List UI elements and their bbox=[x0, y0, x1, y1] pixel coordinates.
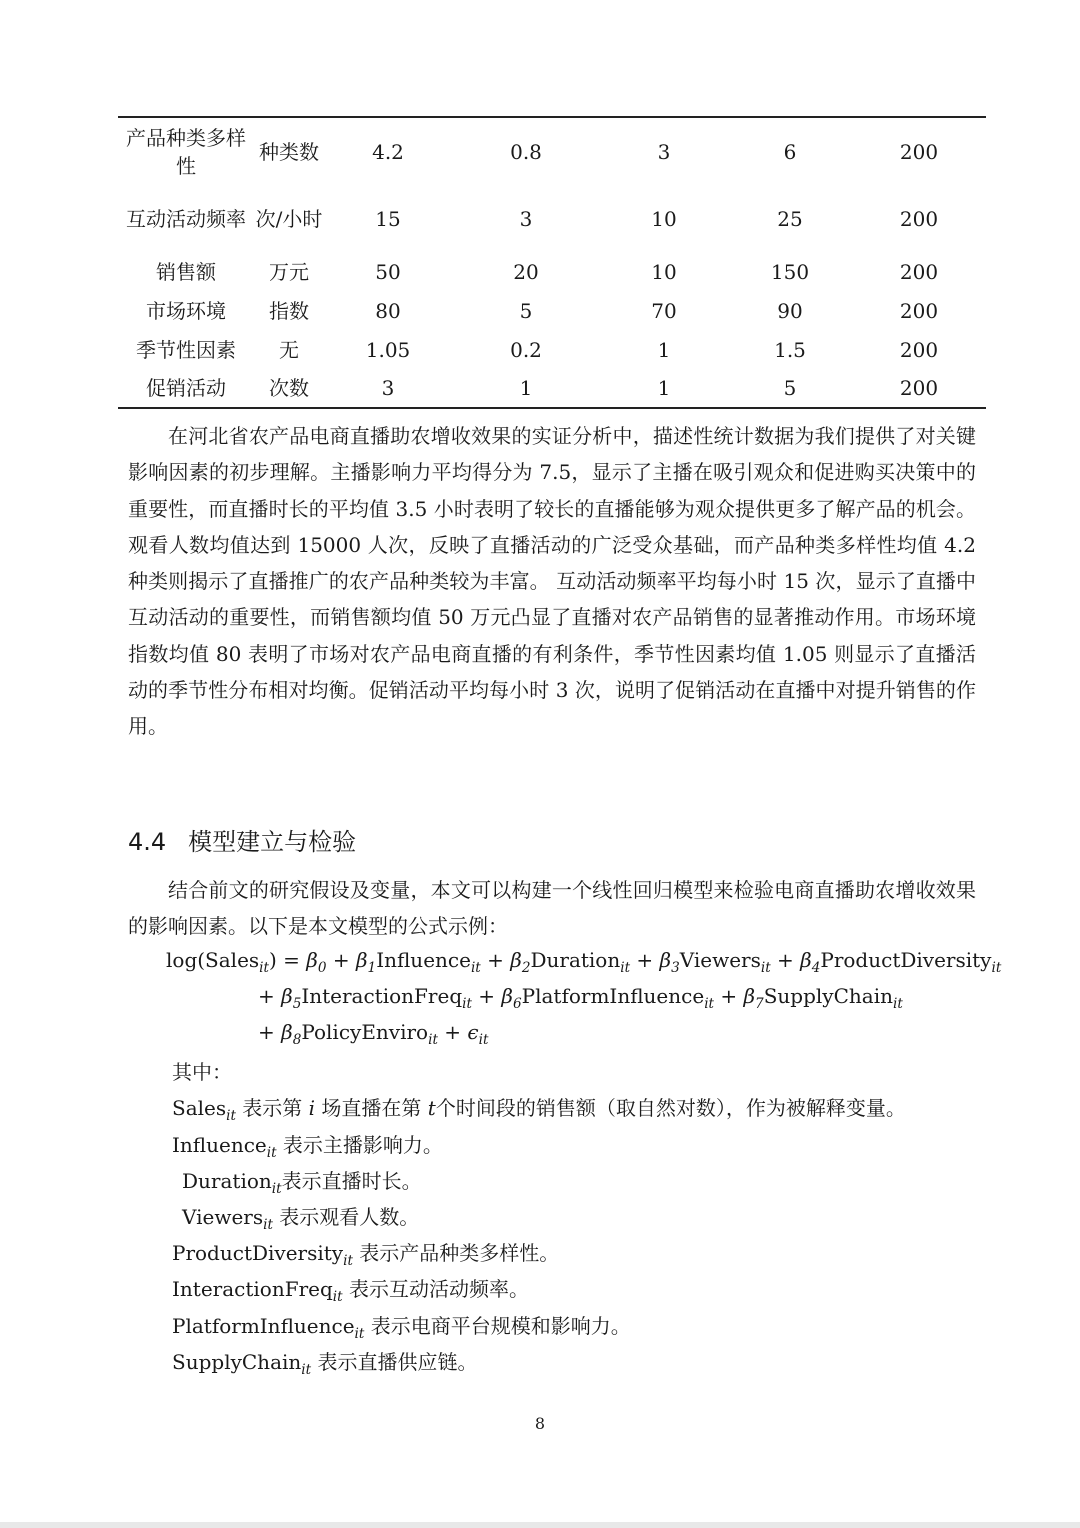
definition-duration: Duration$_{it}$表示直播时长。 bbox=[182, 1169, 422, 1197]
table-row bbox=[118, 185, 986, 252]
definition-product-diversity: ProductDiversity$_{it}$ 表示产品种类多样性。 bbox=[172, 1241, 560, 1269]
unit-cell: 指数 bbox=[269, 298, 309, 323]
max-cell: 5 bbox=[728, 369, 852, 408]
descriptive-stats-table bbox=[118, 118, 986, 409]
min-cell: 1 bbox=[657, 337, 671, 362]
unit-cell: 种类数 bbox=[259, 139, 319, 164]
table-row bbox=[118, 118, 986, 185]
table-row bbox=[118, 252, 986, 291]
unit-cell: 次数 bbox=[254, 369, 324, 408]
definition-supply-chain: SupplyChain$_{it}$ 表示直播供应链。 bbox=[172, 1350, 478, 1378]
unit-cell: 无 bbox=[279, 337, 299, 362]
var-name-cell: 产品种类多样性 bbox=[126, 125, 246, 178]
n-cell: 200 bbox=[852, 369, 986, 408]
mean-cell: 3 bbox=[324, 369, 452, 408]
max-cell: 150 bbox=[770, 259, 810, 284]
sd-cell: 20 bbox=[513, 259, 539, 284]
var-name-cell: 销售额 bbox=[156, 259, 216, 284]
max-cell: 1.5 bbox=[774, 337, 806, 362]
section-title: 模型建立与检验 bbox=[188, 828, 357, 856]
max-cell: 6 bbox=[783, 139, 797, 164]
page-bottom-edge bbox=[0, 1522, 1080, 1528]
page-number: 8 bbox=[534, 1414, 546, 1433]
definition-influence: Influence$_{it}$ 表示主播影响力。 bbox=[172, 1133, 443, 1161]
var-name-cell: 季节性因素 bbox=[136, 337, 236, 362]
sd-cell: 5 bbox=[519, 298, 533, 323]
model-intro-paragraph: 结合前文的研究假设及变量，本文可以构建一个线性回归模型来检验电商直播助农增收效果的影响因素。以下是本文模型的公式示例： bbox=[128, 878, 976, 939]
unit-cell: 次/小时 bbox=[255, 206, 323, 231]
min-cell: 10 bbox=[651, 206, 677, 231]
var-name-cell: 促销活动 bbox=[118, 369, 254, 408]
section-heading bbox=[128, 822, 356, 857]
unit-cell: 万元 bbox=[269, 259, 309, 284]
where-label: 其中： bbox=[172, 1060, 232, 1084]
definition-viewers: Viewers$_{it}$ 表示观看人数。 bbox=[182, 1205, 420, 1233]
n-cell: 200 bbox=[899, 259, 939, 284]
regression-equation-line-3: + $\beta_8PolicyEnviro_{it} + \epsilon_{it}$ bbox=[258, 1020, 489, 1048]
definition-platform-influence: PlatformInfluence$_{it}$ 表示电商平台规模和影响力。 bbox=[172, 1314, 631, 1342]
sd-cell: 3 bbox=[519, 206, 533, 231]
max-cell: 25 bbox=[777, 206, 803, 231]
definition-interaction-freq: InteractionFreq$_{it}$ 表示互动活动频率。 bbox=[172, 1277, 529, 1305]
mean-cell: 50 bbox=[375, 259, 401, 284]
regression-equation-line-1: log(Sales$_{it}$) = $\beta_0$ + $\beta_1Influence_{it}$ + $\beta_2Duration_{it}$ + $\beta_3Viewers_{it}$ + $\beta_4ProductDiversity_{it}$ bbox=[166, 948, 1002, 976]
sd-cell: 0.2 bbox=[510, 337, 542, 362]
n-cell: 200 bbox=[899, 337, 939, 362]
max-cell: 90 bbox=[777, 298, 803, 323]
sd-cell: 0.8 bbox=[510, 139, 542, 164]
table-row bbox=[118, 369, 986, 408]
min-cell: 3 bbox=[657, 139, 671, 164]
mean-cell: 4.2 bbox=[372, 139, 404, 164]
table-row bbox=[118, 291, 986, 330]
section-number: 4.4 bbox=[128, 828, 167, 856]
table-row bbox=[118, 330, 986, 369]
var-name-cell: 市场环境 bbox=[146, 298, 226, 323]
sd-cell: 1 bbox=[452, 369, 600, 408]
mean-cell: 80 bbox=[375, 298, 401, 323]
var-name-cell: 互动活动频率 bbox=[126, 206, 246, 231]
analysis-paragraph: 在河北省农产品电商直播助农增收效果的实证分析中，描述性统计数据为我们提供了对关键影响因素的初步理解。主播影响力平均得分为 7.5，显示了主播在吸引观众和促进购买决策中的重要性，而直播时长的平均值 3.5 小时表明了较长的直播能够为观众提供更多了解产品的机会。观看人数均值达到 15000 人次，反映了直播活动的广泛受众基础，而产品种类多样性均值 4.2 种类则揭示了直播推广的农产品种类较为丰富。 互动活动频率平均每小时 15 次，显示了直播中互动活动的重要性，而销售额均值 50 万元凸显了直播对农产品销售的显著推动作用。市场环境指数均值 80 表明了市场对农产品电商直播的有利条件，季节性因素均值 1.05 则显示了直播活动的季节性分布相对均衡。促销活动平均每小时 3 次，说明了促销活动在直播中对提升销售的作用。 bbox=[128, 424, 976, 739]
definition-sales: Sales$_{it}$ 表示第 i 场直播在第 t个时间段的销售额（取自然对数），作为被解释变量。 bbox=[172, 1096, 906, 1124]
min-cell: 70 bbox=[651, 298, 677, 323]
n-cell: 200 bbox=[899, 139, 939, 164]
mean-cell: 15 bbox=[375, 206, 401, 231]
regression-equation-line-2: + $\beta_5InteractionFreq_{it}$ + $\beta_6PlatformInfluence_{it}$ + $\beta_7SupplyChain_{it}$ bbox=[258, 984, 903, 1012]
min-cell: 10 bbox=[651, 259, 677, 284]
min-cell: 1 bbox=[600, 369, 728, 408]
mean-cell: 1.05 bbox=[365, 337, 411, 362]
n-cell: 200 bbox=[899, 298, 939, 323]
n-cell: 200 bbox=[899, 206, 939, 231]
